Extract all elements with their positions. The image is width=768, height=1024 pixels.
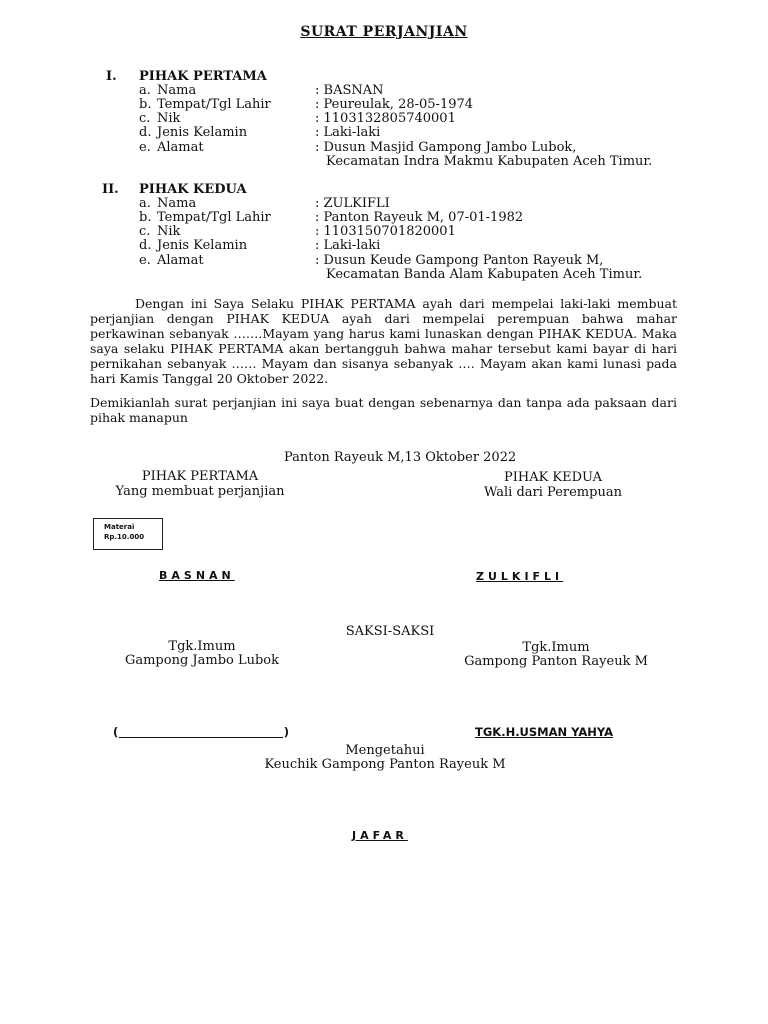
party2-row-letter: b. [139, 210, 152, 225]
materai-label: Materai [104, 523, 135, 531]
party1-row-value: : Laki-laki [315, 125, 381, 140]
document-title: SURAT PERJANJIAN [300, 24, 468, 40]
party1-row-value: : Dusun Masjid Gampong Jambo Lubok, [315, 140, 577, 155]
party1-row-letter: c. [139, 111, 151, 126]
paren-close: ) [283, 725, 289, 739]
party1-row-letter: b. [139, 97, 152, 112]
party2-address-line2: Kecamatan Banda Alam Kabupaten Aceh Timur. [326, 267, 643, 282]
party2-row-letter: c. [139, 224, 151, 239]
party2-row-value: : Panton Rayeuk M, 07-01-1982 [315, 210, 524, 225]
witness-right-place: Gampong Panton Rayeuk M [464, 654, 648, 669]
paren-open: ( [113, 725, 119, 739]
party2-number: II. [102, 182, 119, 197]
sign-right-desc: Wali dari Perempuan [484, 485, 622, 500]
party1-row-letter: e. [139, 140, 151, 155]
party1-row-value: : 1103132805740001 [315, 111, 456, 126]
party2-row-label: Alamat [157, 253, 204, 268]
party1-row-letter: d. [139, 125, 152, 140]
witness-right-name: TGK.H.USMAN YAHYA [475, 725, 614, 739]
party2-row-value: : Laki-laki [315, 238, 381, 253]
party2-row-label: Nama [157, 196, 197, 211]
witnesses-heading: SAKSI-SAKSI [345, 624, 435, 639]
materai-value: Rp.10.000 [104, 533, 145, 541]
materai-stamp-box [93, 518, 163, 550]
party2-row-label: Tempat/Tgl Lahir [157, 210, 271, 225]
signature-line [119, 737, 283, 738]
closing-paragraph: Demikianlah surat perjanjian ini saya buat dengan sebenarnya dan tanpa ada paksaan dari pihak manapun [90, 395, 677, 425]
party1-row-label: Jenis Kelamin [157, 125, 248, 140]
witness-left-place: Gampong Jambo Lubok [124, 653, 280, 668]
party2-row-letter: a. [139, 196, 151, 211]
party2-heading: PIHAK KEDUA [139, 182, 247, 197]
party1-row-label: Alamat [157, 140, 204, 155]
party2-row-value: : Dusun Keude Gampong Panton Rayeuk M, [315, 253, 604, 268]
party2-row-letter: d. [139, 238, 152, 253]
party2-row-label: Jenis Kelamin [157, 238, 248, 253]
party2-row-label: Nik [157, 224, 181, 239]
place-date: Panton Rayeuk M,13 Oktober 2022 [284, 450, 517, 465]
sign-right-name: ZULKIFLI [476, 570, 564, 583]
sign-left-role: PIHAK PERTAMA [141, 469, 259, 484]
party1-row-value: : Peureulak, 28-05-1974 [315, 97, 474, 112]
witness-right-title: Tgk.Imum [522, 640, 590, 655]
party2-row-value: : 1103150701820001 [315, 224, 456, 239]
sign-left-name: BASNAN [159, 569, 235, 582]
sign-right-role: PIHAK KEDUA [503, 470, 603, 485]
party1-row-value: : BASNAN [315, 83, 384, 98]
party2-row-value: : ZULKIFLI [315, 196, 390, 211]
agreement-paragraph: Dengan ini Saya Selaku PIHAK PERTAMA ayah dari mempelai laki-laki membuat perjanjian dengan PIHAK KEDUA ayah dari mempelai perempuan bahwa mahar perkawinan sebanyak …….Mayam yang harus kami lunaskan dengan PIHAK KEDUA. Maka saya selaku PIHAK PERTAMA akan bertangguh bahwa mahar tersebut kami bayar di hari pernikahan sebanyak …… Mayam dan sisanya sebanyak …. Mayam akan kami lunasi pada hari Kamis Tanggal 20 Oktober 2022. [90, 296, 677, 386]
sign-left-desc: Yang membuat perjanjian [115, 484, 285, 499]
witness-left-title: Tgk.Imum [168, 639, 236, 654]
party1-row-label: Nik [157, 111, 181, 126]
party1-row-label: Nama [157, 83, 197, 98]
party1-row-label: Tempat/Tgl Lahir [157, 97, 271, 112]
party2-row-letter: e. [139, 253, 151, 268]
party1-row-letter: a. [139, 83, 151, 98]
party1-address-line2: Kecamatan Indra Makmu Kabupaten Aceh Timur. [326, 154, 653, 169]
acknowledge-label: Mengetahui [345, 743, 425, 758]
party1-number: I. [106, 69, 117, 84]
acknowledge-title: Keuchik Gampong Panton Rayeuk M [264, 757, 506, 772]
party1-heading: PIHAK PERTAMA [139, 69, 267, 84]
acknowledge-name: JAFAR [352, 829, 408, 842]
